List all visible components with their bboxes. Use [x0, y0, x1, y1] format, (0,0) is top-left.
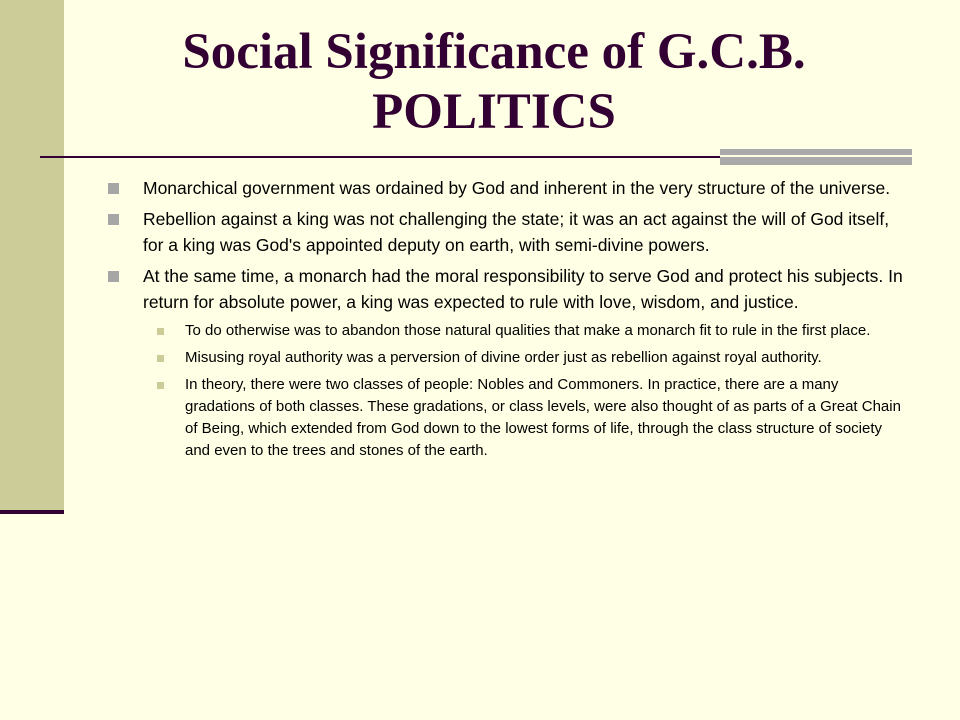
slide-title-line-1: Social Significance of G.C.B. [182, 24, 806, 80]
left-bar-underline [0, 510, 64, 514]
small-square-bullet-icon [157, 382, 164, 389]
bullet-text: At the same time, a monarch had the moral responsibility to serve God and protect his subjects. In return for absolute power, a king was expected to rule with love, wisdom, and justice. [143, 266, 903, 312]
small-square-bullet-icon [157, 355, 164, 362]
slide-title [64, 22, 924, 142]
bullet-text: Rebellion against a king was not challenging the state; it was an act against the will of God itself, for a king was God's appointed deputy on earth, with semi-divine powers. [143, 209, 890, 255]
sub-bullet-text: Misusing royal authority was a perversion of divine order just as rebellion against royal authority. [185, 349, 822, 366]
square-bullet-icon [108, 214, 119, 225]
bullet-item [105, 175, 905, 201]
title-accent-bar [720, 149, 912, 165]
sub-bullet-item [147, 347, 905, 369]
sub-bullet-text: To do otherwise was to abandon those natural qualities that make a monarch fit to rule in the first place. [185, 322, 871, 339]
small-square-bullet-icon [157, 328, 164, 335]
slide-title-line-2: POLITICS [372, 84, 616, 140]
square-bullet-icon [108, 271, 119, 282]
sub-bullet-item [147, 374, 905, 462]
square-bullet-icon [108, 183, 119, 194]
left-decorative-bar [0, 0, 64, 512]
sub-bullet-item [147, 320, 905, 342]
sub-bullet-list [105, 320, 905, 462]
bullet-text: Monarchical government was ordained by God and inherent in the very structure of the universe. [143, 178, 891, 198]
sub-bullet-text: In theory, there were two classes of people: Nobles and Commoners. In practice, there are a many gradations of both classes. These gradations, or class levels, were also thought of as parts of a Great Chain of Being, which extended from God down to the lowest forms of life, through the class structure of society and even to the trees and stones of the earth. [185, 376, 901, 459]
bullet-list [105, 175, 905, 462]
bullet-item [105, 263, 905, 462]
bullet-item [105, 206, 905, 258]
